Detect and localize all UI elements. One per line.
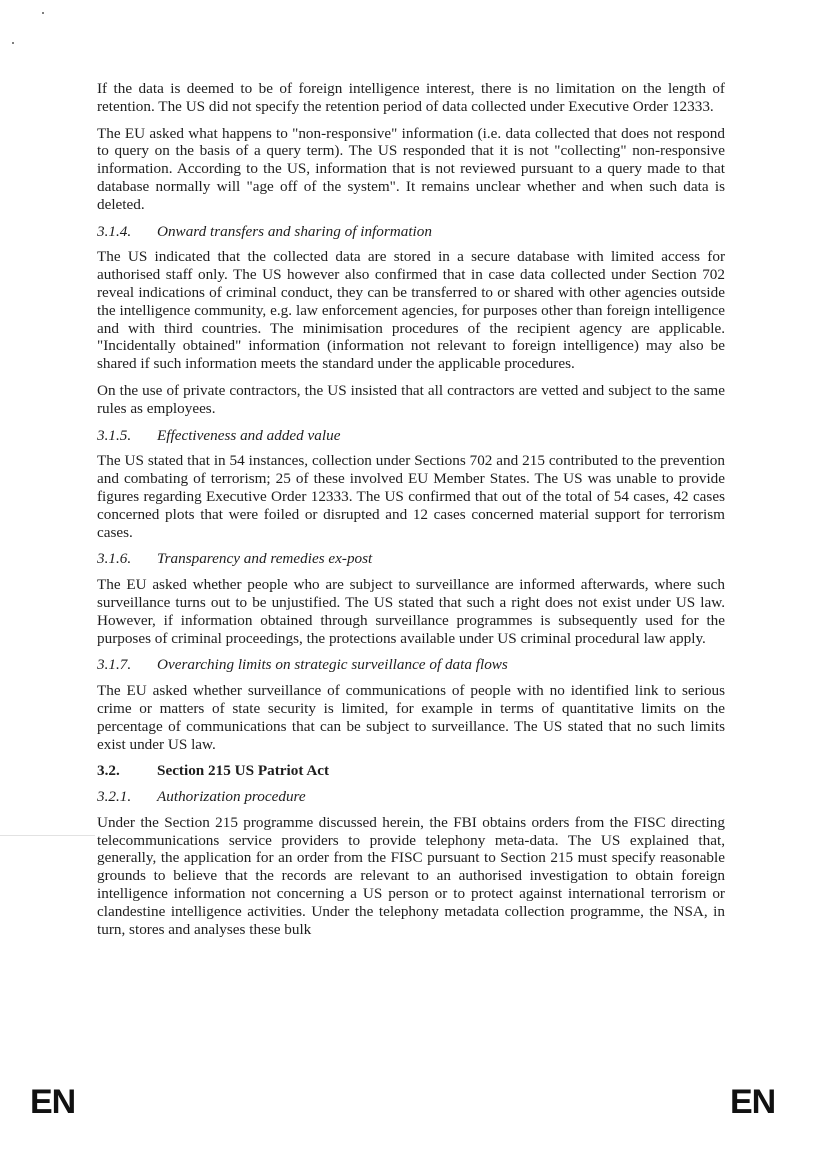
section-number: 3.1.7. — [97, 656, 132, 674]
section-number: 3.1.5. — [97, 426, 132, 444]
section-number: 3.1.6. — [97, 550, 132, 568]
section-title: Transparency and remedies ex-post — [157, 550, 373, 568]
section-title: Onward transfers and sharing of information — [157, 222, 432, 240]
language-marker-left: EN — [30, 1083, 76, 1121]
section-number: 3.2.1. — [97, 788, 132, 806]
paragraph-non-responsive: The EU asked what happens to "non-responsive" information (i.e. data collected that does not respond to query on the basis of a query term). The US responded that it is not "collecting" non-responsive information. According to the US, information that is not reviewed pursuant to a query made to that database normally will "age off of the system". It remains unclear whether and when such data is deleted. — [97, 124, 725, 213]
section-heading-3-2-1 — [97, 788, 725, 806]
paragraph-retention: If the data is deemed to be of foreign intelligence interest, there is no limitation on the length of retention. The US did not specify the retention period of data collected under Executive Order 12333. — [97, 80, 725, 115]
section-heading-3-1-5 — [97, 427, 725, 445]
section-heading-3-2 — [97, 762, 725, 780]
paragraph-authorization: Under the Section 215 programme discussed herein, the FBI obtains orders from the FISC directing telecommunications service providers to provide telephony meta-data. The US explained that, generally, the application for an order from the FISC pursuant to Section 215 must specify reasonable grounds to believe that the records are relevant to an authorised investigation to obtain foreign intelligence information not concerning a US person or to protect against international terrorism or clandestine intelligence activities. Under the telephony metadata collection programme, the NSA, in turn, stores and analyses these bulk — [97, 813, 725, 938]
paragraph-transparency: The EU asked whether people who are subject to surveillance are informed afterwards, where such surveillance turns out to be unjustified. The US stated that such a right does not exist under US law. However, if information obtained through surveillance programmes is subsequently used for the purposes of criminal proceedings, the protections available under US criminal procedural law apply. — [97, 576, 725, 647]
scan-line — [0, 835, 95, 836]
section-title: Section 215 US Patriot Act — [157, 762, 330, 780]
section-title: Effectiveness and added value — [157, 426, 341, 444]
paragraph-overarching-limits: The EU asked whether surveillance of communications of people with no identified link to serious crime or matters of state security is limited, for example in terms of quantitative limits on the percentage of communications that can be subject to surveillance. The US stated that no such limits exist under US law. — [97, 682, 725, 753]
section-heading-3-1-4 — [97, 223, 725, 241]
language-marker-right: EN — [730, 1083, 776, 1121]
document-body — [97, 80, 725, 947]
paragraph-effectiveness: The US stated that in 54 instances, collection under Sections 702 and 215 contributed to the prevention and combating of terrorism; 25 of these involved EU Member States. The US was unable to provide figures regarding Executive Order 12333. The US confirmed that out of the total of 54 cases, 42 cases concerned plots that were foiled or disrupted and 12 cases concerned material support for terrorism cases. — [97, 452, 725, 541]
paragraph-private-contractors: On the use of private contractors, the US insisted that all contractors are vetted and subject to the same rules as employees. — [97, 381, 725, 417]
section-number: 3.2. — [97, 762, 120, 780]
section-title: Authorization procedure — [157, 788, 306, 806]
section-heading-3-1-6 — [97, 550, 725, 568]
paragraph-onward-transfers: The US indicated that the collected data are stored in a secure database with limited access for authorised staff only. The US however also confirmed that in case data collected under Section 702 reveal indications of criminal conduct, they can be transferred to or shared with other agencies outside the intelligence community, e.g. law enforcement agencies, for purposes other than foreign intelligence and with third countries. The minimisation procedures of the recipient agency are applicable. "Incidentally obtained" information (information not relevant to foreign intelligence) may also be shared if such information meets the standard under the applicable procedures. — [97, 248, 725, 373]
section-number: 3.1.4. — [97, 222, 132, 240]
scan-speck — [12, 42, 14, 44]
scan-speck — [42, 12, 44, 14]
section-title: Overarching limits on strategic surveillance of data flows — [157, 656, 508, 674]
section-heading-3-1-7 — [97, 656, 725, 674]
